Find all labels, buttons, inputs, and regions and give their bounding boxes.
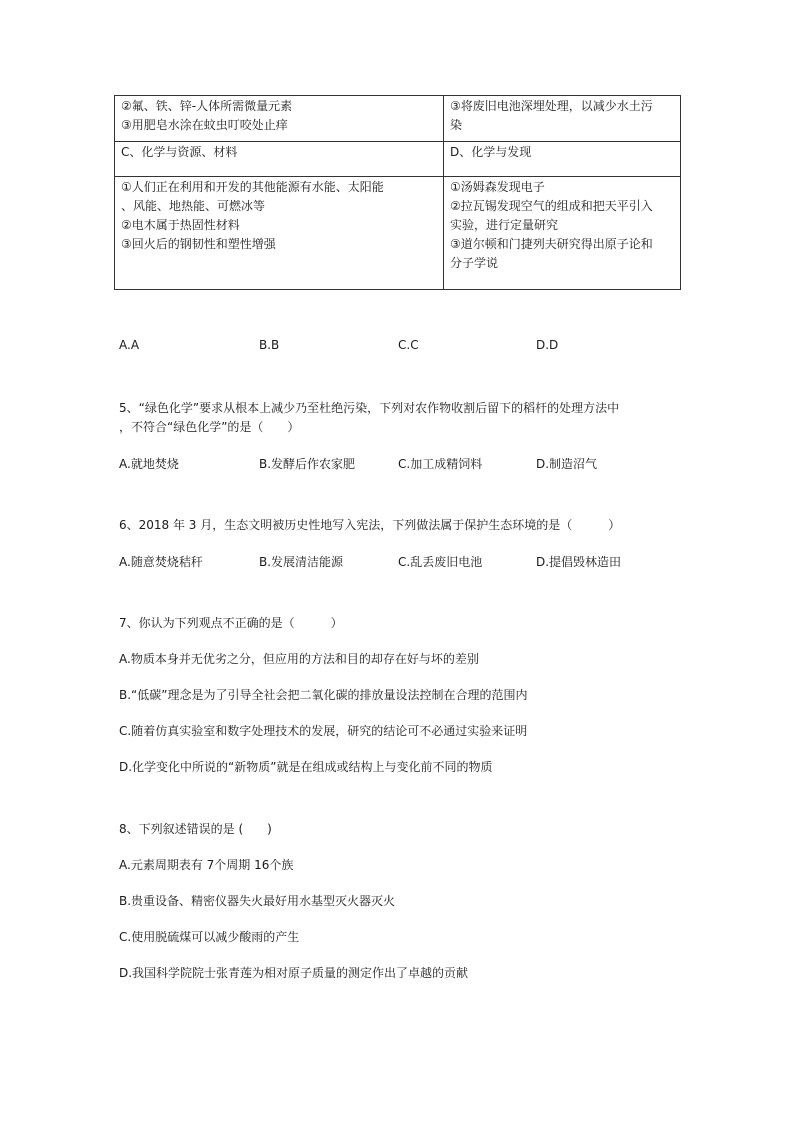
cell-line: ②电木属于热固性材料 [121,218,240,232]
q5-option-b[interactable]: B.发酵后作农家肥 [259,457,356,471]
q8-option-c[interactable]: C.使用脱硫煤可以减少酸雨的产生 [119,930,300,944]
q7-stem: 7、你认为下列观点不正确的是（ ） [119,616,343,630]
q4-option-a[interactable]: A.A [119,338,140,352]
cell-line: 实验，进行定量研究 [450,218,559,232]
q5-option-a[interactable]: A.就地焚烧 [119,457,179,471]
q6-stem: 6、2018 年 3 月，生态文明被历史性地写入宪法，下列做法属于保护生态环境的是（ ） [119,518,621,532]
table-cell [115,177,444,290]
q4-options [119,338,679,354]
q7-option-a[interactable]: A.物质本身并无优劣之分，但应用的方法和目的却存在好与坏的差别 [119,652,479,666]
q5-stem: 5、“绿色化学”要求从根本上减少乃至杜绝污染，下列对农作物收割后留下的稻杆的处理方法中 [119,401,620,415]
cell-line: ①汤姆森发现电子 [450,180,545,194]
q7-option-d[interactable]: D.化学变化中所说的“新物质”就是在组成或结构上与变化前不同的物质 [119,760,493,774]
q8-stem: 8、下列叙述错误的是 ( ) [119,822,272,836]
q6-option-d[interactable]: D.提倡毁林造田 [536,555,622,569]
table-cell [115,96,444,142]
cell-line: ③用肥皂水涂在蚊虫叮咬处止痒 [121,118,288,132]
q5-options [119,455,679,471]
q5-stem-cont: ，不符合“绿色化学”的是（ ） [119,420,300,434]
table-row [115,142,681,177]
cell-line: 、风能、地热能、可燃冰等 [121,199,266,213]
q5-option-c[interactable]: C.加工成精饲料 [398,457,483,471]
q4-option-b[interactable]: B.B [259,338,280,352]
q6-options [119,553,679,569]
table-cell [444,177,681,290]
cell-line: ③道尔顿和门捷列夫研究得出原子论和 [450,237,653,251]
table-row [115,96,681,142]
table-cell-header [444,142,681,177]
cell-line: 染 [450,118,463,132]
table-cell-header [115,142,444,177]
q8-option-d[interactable]: D.我国科学院院士张青莲为相对原子质量的测定作出了卓越的贡献 [119,966,469,980]
cell-line: ②氟、铁、锌-人体所需微量元素 [121,99,293,113]
q6-option-c[interactable]: C.乱丢废旧电池 [398,555,483,569]
q4-option-c[interactable]: C.C [398,338,419,352]
q7-option-b[interactable]: B.“低碳”理念是为了引导全社会把二氧化碳的排放量设法控制在合理的范围内 [119,688,528,702]
q8-option-b[interactable]: B.贵重设备、精密仪器失火最好用水基型灭火器灭火 [119,894,396,908]
cell-line: ③将废旧电池深埋处理，以减少水土污 [450,99,653,113]
cell-line: 分子学说 [450,256,499,270]
table-row [115,177,681,290]
q4-options-table [114,95,681,290]
q5-option-d[interactable]: D.制造沼气 [536,457,598,471]
q7-option-c[interactable]: C.随着仿真实验室和数字处理技术的发展，研究的结论可不必通过实验来证明 [119,724,528,738]
cell-heading-d: D、化学与发现 [450,145,532,159]
cell-line: ②拉瓦锡发现空气的组成和把天平引入 [450,199,653,213]
cell-line: ③回火后的钢韧性和塑性增强 [121,237,276,251]
q4-option-d[interactable]: D.D [536,338,559,352]
q6-option-b[interactable]: B.发展清洁能源 [259,555,344,569]
cell-heading-c: C、化学与资源、材料 [121,145,238,159]
q8-option-a[interactable]: A.元素周期表有 7个周期 16个族 [119,858,294,872]
q6-option-a[interactable]: A.随意焚烧秸秆 [119,555,203,569]
cell-line: ①人们正在利用和开发的其他能源有水能、太阳能 [121,180,384,194]
table-cell [444,96,681,142]
